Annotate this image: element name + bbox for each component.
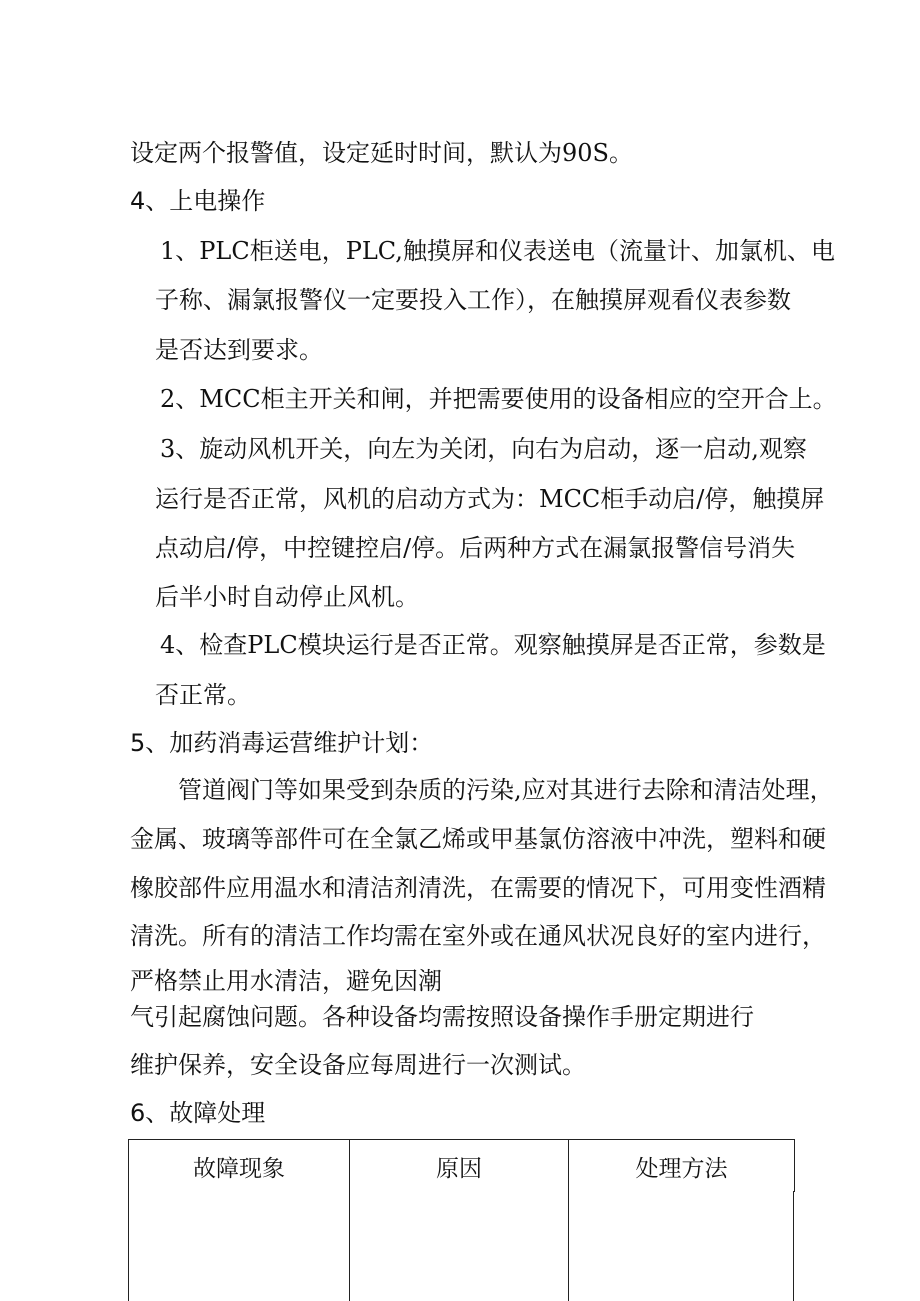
table-column-border bbox=[128, 1191, 129, 1301]
paragraph-line: 3、旋动风机开关，向左为关闭，向右为启动，逐一启动,观察 bbox=[160, 435, 807, 463]
paragraph-line: 2、MCC柜主开关和闸，并把需要使用的设备相应的空开合上。 bbox=[160, 385, 837, 413]
paragraph-line: 橡胶部件应用温水和清洁剂清洗，在需要的情况下，可用变性酒精 bbox=[130, 874, 826, 902]
table-column-border bbox=[793, 1191, 794, 1301]
paragraph-line: 后半小时自动停止风机。 bbox=[155, 583, 419, 611]
paragraph-line: 运行是否正常，风机的启动方式为：MCC柜手动启/停，触摸屏 bbox=[155, 485, 825, 513]
section-heading-power-on: 4、上电操作 bbox=[130, 187, 266, 215]
fault-table bbox=[128, 1139, 795, 1192]
paragraph-line: 严格禁止用水清洁，避免因潮 bbox=[130, 967, 442, 995]
section-heading-maintenance-plan: 5、加药消毒运营维护计划： bbox=[130, 729, 434, 757]
header-cause: 原因 bbox=[350, 1140, 569, 1193]
paragraph-line: 设定两个报警值，设定延时时间，默认为90S。 bbox=[130, 139, 633, 167]
paragraph-line: 点动启/停，中控键控启/停。后两种方式在漏氯报警信号消失 bbox=[155, 534, 796, 562]
table-column-border bbox=[349, 1191, 350, 1301]
paragraph-line: 清洗。所有的清洁工作均需在室外或在通风状况良好的室内进行， bbox=[130, 922, 826, 950]
paragraph-line: 4、检查PLC模块运行是否正常。观察触摸屏是否正常，参数是 bbox=[160, 631, 826, 659]
paragraph-line: 气引起腐蚀问题。各种设备均需按照设备操作手册定期进行 bbox=[130, 1003, 754, 1031]
section-heading-troubleshooting: 6、故障处理 bbox=[130, 1099, 266, 1127]
paragraph-line: 管道阀门等如果受到杂质的污染,应对其进行去除和清洁处理， bbox=[178, 776, 834, 804]
header-solution: 处理方法 bbox=[569, 1140, 795, 1193]
paragraph-line: 否正常。 bbox=[155, 681, 251, 709]
paragraph-line: 1、PLC柜送电，PLC,触摸屏和仪表送电（流量计、加氯机、电 bbox=[160, 237, 835, 265]
paragraph-line: 是否达到要求。 bbox=[155, 336, 323, 364]
table-column-border bbox=[568, 1191, 569, 1301]
paragraph-line: 子称、漏氯报警仪一定要投入工作），在触摸屏观看仪表参数 bbox=[155, 286, 791, 314]
paragraph-line: 维护保养，安全设备应每周进行一次测试。 bbox=[130, 1051, 586, 1079]
fault-table-body bbox=[128, 1191, 794, 1301]
header-fault-symptom: 故障现象 bbox=[129, 1140, 350, 1193]
paragraph-line: 金属、玻璃等部件可在全氯乙烯或甲基氯仿溶液中冲洗，塑料和硬 bbox=[130, 825, 826, 853]
fault-table-header-row bbox=[129, 1140, 795, 1193]
